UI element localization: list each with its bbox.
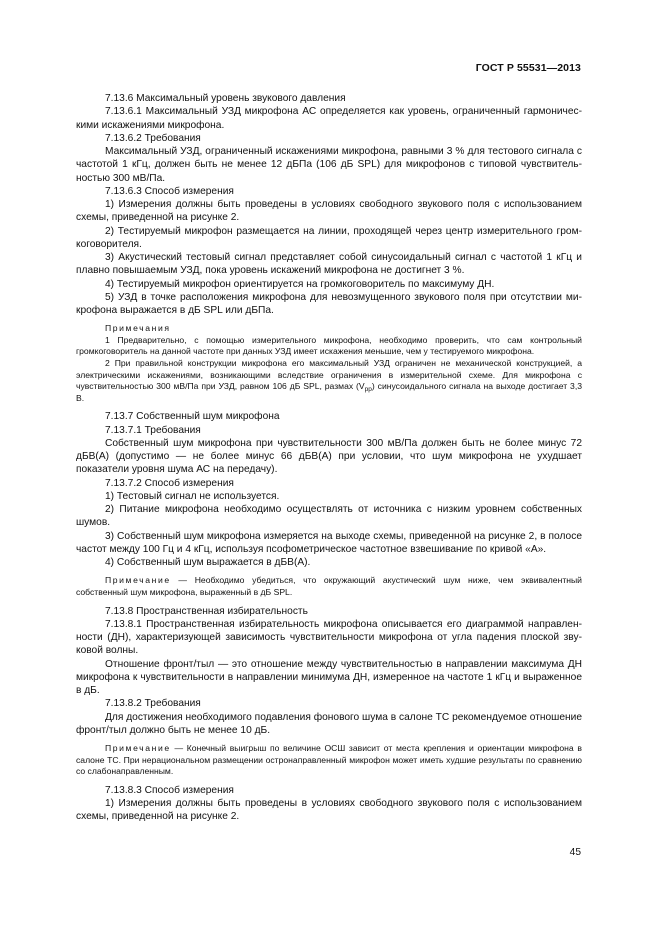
- note-snr-text: — Конечный выигрыш по величине ОСШ зависит от места крепления и ориентации микрофона в салоне ТС. При нерациональном размещении остронаправленный микрофон может иметь худшие результаты по сравнению со слабонаправленным.: [76, 743, 582, 777]
- section-7-13-7-1-text: Собственный шум микрофона при чувствительности 300 мВ/Па должен быть не более минус 72 дБВ(А) (допустимо — не более минус 66 дБВ(А) при условии, что шум микрофона не ухудшает показатели уровня шума АС на передачу).: [76, 437, 582, 476]
- measurement-step-4: 4) Тестируемый микрофон ориентируется на громкоговоритель по максимуму ДН.: [105, 278, 495, 290]
- section-7-13-6-3-heading: 7.13.6.3 Способ измерения: [105, 185, 234, 197]
- notes-label: Примечания: [105, 323, 171, 334]
- measurement-step-1: 1) Измерения должны быть проведены в условиях свободного звукового поля с использованием схемы, приведенной на рисунке 2.: [76, 199, 582, 224]
- section-7-13-7-1-heading: 7.13.7.1 Требования: [105, 424, 201, 436]
- section-7-13-8-1-text: 7.13.8.1 Пространственная избирательность микрофона описывается его диаграммой направленности (ДН), характеризующей зависимость чувствительности микрофона от угла падения плоской звуковой волны.: [76, 618, 582, 657]
- section-7-13-8-2-text: Для достижения необходимого подавления фонового шума в салоне ТС рекомендуемое отношение фронт/тыл должно быть не менее 10 дБ.: [76, 711, 582, 736]
- section-7-13-6-2-heading: 7.13.6.2 Требования: [105, 132, 201, 144]
- section-7-13-7-heading: 7.13.7 Собственный шум микрофона: [105, 411, 280, 423]
- section-7-13-8-heading: 7.13.8 Пространственная избирательность: [105, 605, 308, 617]
- notes-block: [76, 323, 582, 404]
- section-7-13-6-2-text: Максимальный УЗД, ограниченный искажениями микрофона, равными 3 % для тестового сигнала с частотой 1 кГц, должен быть не менее 12 дБПа (106 дБ SPL) для микрофонов с типовой чувствительностью 300 мВ/Па.: [76, 146, 582, 184]
- noise-step-1: 1) Тестовый сигнал не используется.: [105, 490, 280, 502]
- section-7-13-8-2-heading: 7.13.8.2 Требования: [105, 698, 201, 710]
- note-noise-text: — Необходимо убедиться, что окружающий акустический шум ниже, чем эквивалентный собственный шум микрофона, выраженный в дБ SPL.: [76, 575, 582, 597]
- section-7-13-6-heading: 7.13.6 Максимальный уровень звукового давления: [105, 93, 346, 104]
- note-1: 1 Предварительно, с помощью измерительного микрофона, необходимо проверить, что сам контрольный громкоговоритель на данной частоте при данных УЗД имеет искажения меньшие, чем у тестируемого микрофона.: [76, 334, 582, 357]
- noise-step-4: 4) Собственный шум выражается в дБВ(А).: [105, 557, 311, 569]
- note-noise: [76, 575, 582, 598]
- page-number: 45: [569, 847, 581, 858]
- directivity-step-1: 1) Измерения должны быть проведены в условиях свободного звукового поля с использованием схемы, приведенной на рисунке 2.: [76, 798, 582, 823]
- measurement-step-2: 2) Тестируемый микрофон размещается на линии, проходящей через центр измерительного громкоговорителя.: [76, 225, 582, 250]
- note-2: 2 При правильной конструкции микрофона его максимальный УЗД ограничен не механической конструкцией, а электрическими искажениями, возникающими вследствие ограничения в измерительной схеме. Для микрофона с чувствительностью 300 мВ/Па при УЗД, равном 106 дБ SPL, размах $(V_{pp})$ синусоидального сигнала на выходе достигает 3,3 В.: [76, 358, 582, 403]
- front-back-ratio-text: Отношение фронт/тыл — это отношение между чувствительностью в направлении максимума ДН микрофона к чувствительности в направлении минимума ДН, измеренное на частоте 1 кГц и выраженное в дБ.: [76, 658, 582, 697]
- note-snr: [76, 743, 582, 778]
- noise-step-3: 3) Собственный шум микрофона измеряется на выходе схемы, приведенной на рисунке 2, в полосе частот между 100 Гц и 4 кГц, используя псофометрическое частотное взвешивание по кривой «А».: [76, 530, 582, 555]
- section-7-13-7-2-heading: 7.13.7.2 Способ измерения: [105, 477, 234, 489]
- measurement-step-3: 3) Акустический тестовый сигнал представляет собой синусоидальный сигнал с частотой 1 кГц и плавно повышаемым УЗД, пока уровень искажений микрофона не достигнет 3 %.: [76, 252, 582, 277]
- noise-step-2: 2) Питание микрофона необходимо осуществлять от источника с низким уровнем собственных шумов.: [76, 504, 582, 529]
- note-label-2: Примечание: [105, 743, 171, 754]
- standard-header: ГОСТ Р 55531—2013: [475, 62, 581, 74]
- note-label: Примечание: [105, 575, 171, 586]
- page-content: [76, 92, 582, 824]
- measurement-step-5: 5) УЗД в точке расположения микрофона для невозмущенного звукового поля при отсутствии микрофона выражается в дБ SPL или дБПа.: [76, 291, 582, 316]
- section-7-13-6-1-text: 7.13.6.1 Максимальный УЗД микрофона АС определяется как уровень, ограниченный гармоническими искажениями микрофона.: [76, 106, 582, 131]
- section-7-13-8-3-heading: 7.13.8.3 Способ измерения: [105, 784, 234, 796]
